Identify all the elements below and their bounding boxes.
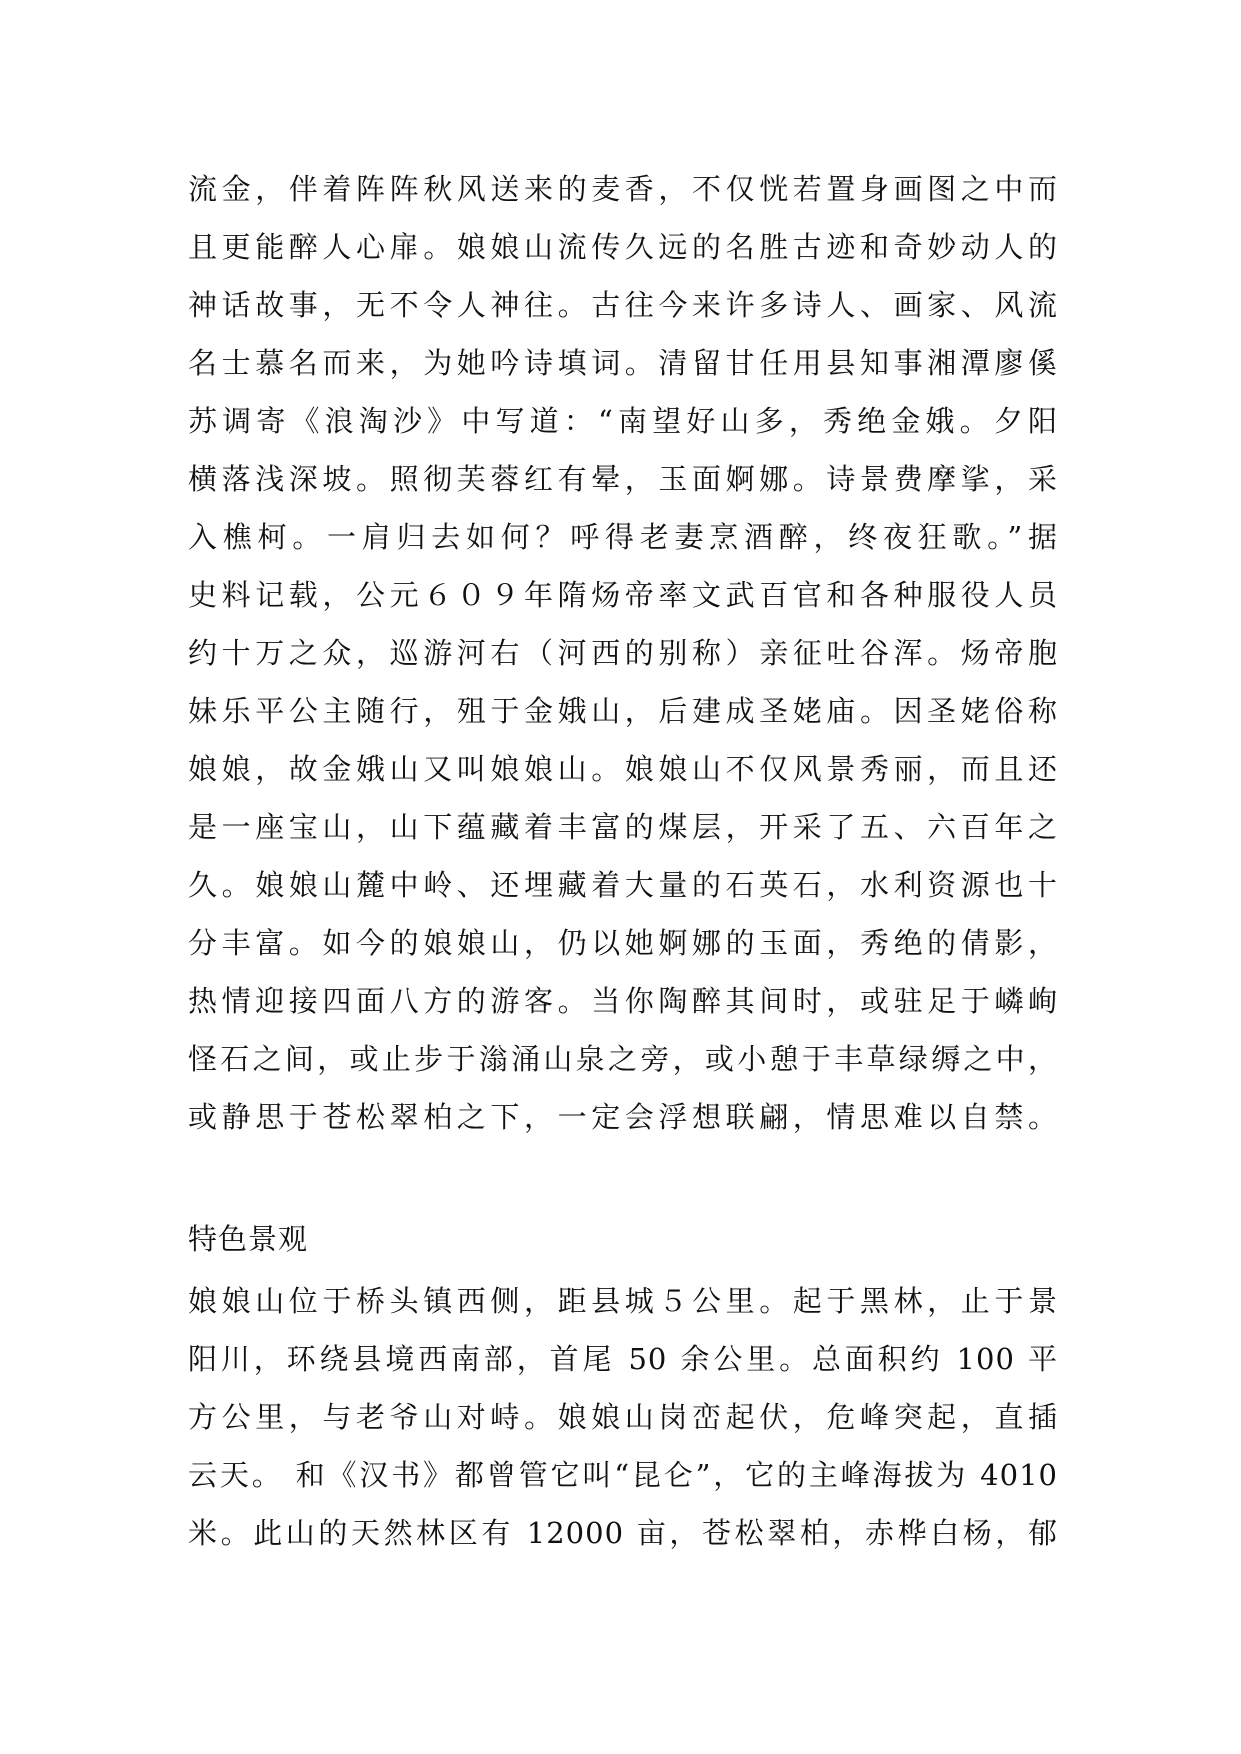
text-line: 约十万之众，巡游河右（河西的别称）亲征吐谷浑。炀帝胞 <box>188 636 1058 670</box>
text-line: 分丰富。如今的娘娘山，仍以她婀娜的玉面，秀绝的倩影， <box>188 926 1058 960</box>
section-heading <box>188 1210 1058 1268</box>
text-line: 妹乐平公主随行，殂于金娥山，后建成圣姥庙。因圣姥俗称 <box>188 694 1058 728</box>
text-line: 娘娘山位于桥头镇西侧，距县城５公里。起于黑林，止于景 <box>188 1284 1058 1318</box>
text-line: 史料记载，公元６０９年隋炀帝率文武百官和各种服役人员 <box>188 578 1058 612</box>
text-line: 神话故事，无不令人神往。古往今来许多诗人、画家、风流 <box>188 288 1058 322</box>
text-line: 苏调寄《浪淘沙》中写道：“南望好山多，秀绝金娥。夕阳 <box>188 404 1058 438</box>
text-line: 且更能醉人心扉。娘娘山流传久远的名胜古迹和奇妙动人的 <box>188 230 1058 264</box>
text-line: 是一座宝山，山下蕴藏着丰富的煤层，开采了五、六百年之 <box>188 810 1058 844</box>
text-line: 米。此山的天然林区有 12000 亩，苍松翠柏，赤桦白杨，郁 <box>188 1516 1058 1550</box>
text-line: 入樵柯。一肩归去如何？呼得老妻烹酒醉，终夜狂歌。”据 <box>188 520 1058 554</box>
text-line: 名士慕名而来，为她吟诗填词。清留甘任用县知事湘潭廖傒 <box>188 346 1058 380</box>
paragraph-history <box>188 160 1058 1146</box>
text-line: 久。娘娘山麓中岭、还埋藏着大量的石英石，水利资源也十 <box>188 868 1058 902</box>
paragraph-scenery <box>188 1272 1058 1562</box>
text-line: 横落浅深坡。照彻芙蓉红有晕，玉面婀娜。诗景费摩挲，采 <box>188 462 1058 496</box>
text-line: 云天。 和《汉书》都曾管它叫“昆仑”，它的主峰海拔为 4010 <box>188 1458 1058 1492</box>
text-line: 方公里，与老爷山对峙。娘娘山岗峦起伏，危峰突起，直插 <box>188 1400 1058 1434</box>
text-line: 怪石之间，或止步于滃涌山泉之旁，或小憩于丰草绿缛之中， <box>188 1042 1058 1076</box>
text-line: 或静思于苍松翠柏之下，一定会浮想联翩，情思难以自禁。 <box>188 1100 1058 1134</box>
text-line: 流金，伴着阵阵秋风送来的麦香，不仅恍若置身画图之中而 <box>188 172 1058 206</box>
text-line: 阳川，环绕县境西南部，首尾 50 余公里。总面积约 100 平 <box>188 1342 1058 1376</box>
text-line: 娘娘，故金娥山又叫娘娘山。娘娘山不仅风景秀丽，而且还 <box>188 752 1058 786</box>
text-line: 热情迎接四面八方的游客。当你陶醉其间时，或驻足于嶙峋 <box>188 984 1058 1018</box>
section-heading-text: 特色景观 <box>188 1222 309 1256</box>
